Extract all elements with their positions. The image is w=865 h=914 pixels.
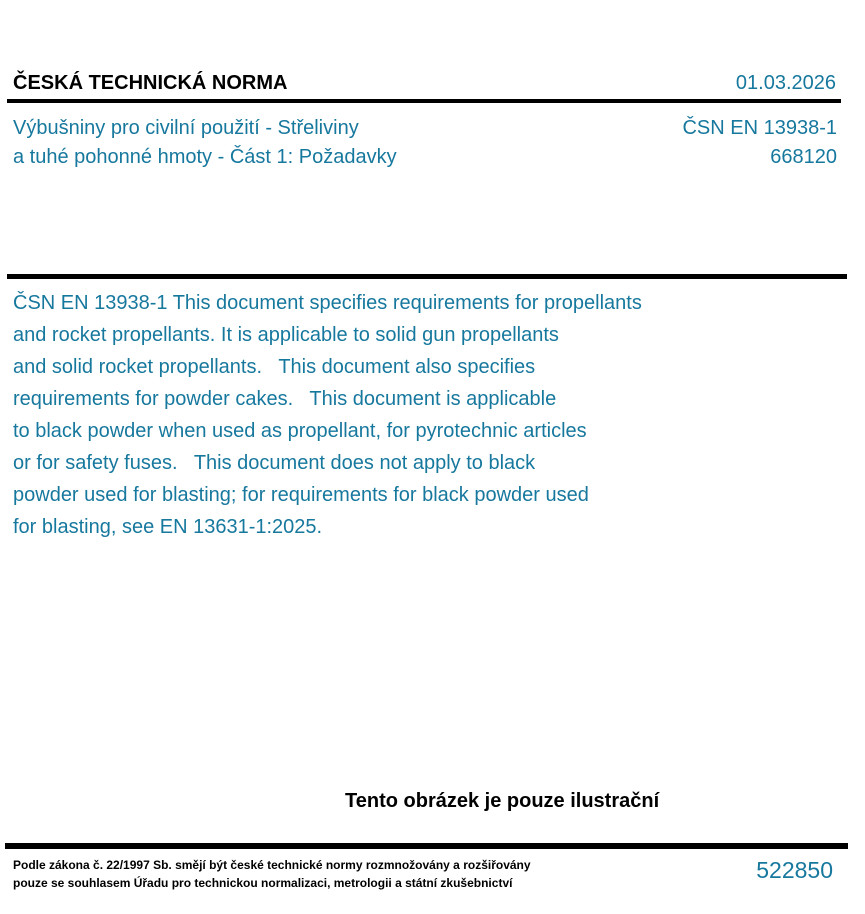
standard-code: ČSN EN 13938-1 [682,117,837,139]
abstract-line: and rocket propellants. It is applicable to solid gun propellants [13,324,559,346]
subject-title-line-1: Výbušniny pro civilní použití - Střeliviny [13,117,359,139]
header-divider [7,99,841,103]
class-code: 668120 [770,146,837,168]
abstract-line: to black powder when used as propellant, for pyrotechnic articles [13,420,587,442]
footer-divider [5,843,848,849]
catalog-number: 522850 [756,857,833,883]
legal-notice [13,857,531,892]
illustration-note: Tento obrázek je pouze ilustrační [345,790,660,812]
subject-row-2 [13,143,837,172]
abstract-line: for blasting, see EN 13631-1:2025. [13,516,323,538]
abstract-line: ČSN EN 13938-1 This document specifies requirements for propellants [13,292,642,314]
abstract-divider [7,274,847,279]
issue-date: 01.03.2026 [735,72,836,94]
abstract-text [13,287,642,543]
legal-notice-line-2: pouze se souhlasem Úřadu pro technickou normalizaci, metrologii a státní zkušebnictví [13,875,513,890]
legal-notice-line-1: Podle zákona č. 22/1997 Sb. smějí být české technické normy rozmnožovány a rozšiřovány [13,858,531,872]
subject-row-1 [13,114,837,143]
abstract-line: powder used for blasting; for requirements for black powder used [13,484,589,506]
page-title: ČESKÁ TECHNICKÁ NORMA [13,72,288,94]
abstract-line: or for safety fuses. This document does not apply to black [13,452,536,474]
subject-block [13,114,837,172]
subject-title-line-2: a tuhé pohonné hmoty - Část 1: Požadavky [13,146,397,168]
page-header [13,70,836,96]
abstract-line: requirements for powder cakes. This document is applicable [13,388,557,410]
abstract-line: and solid rocket propellants. This document also specifies [13,356,536,378]
